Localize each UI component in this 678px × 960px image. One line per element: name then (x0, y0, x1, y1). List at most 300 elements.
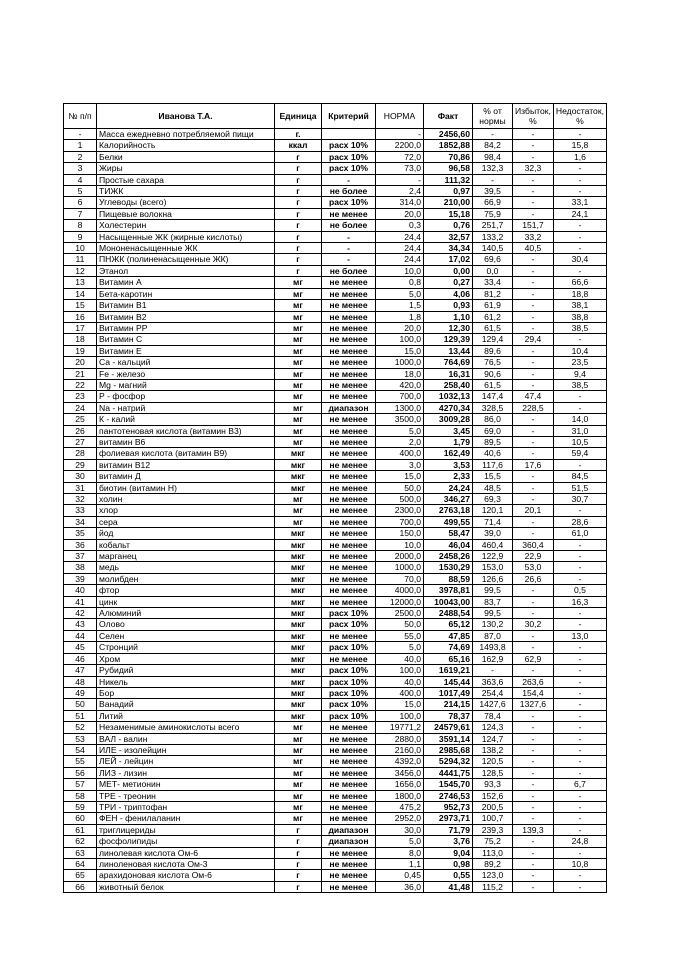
table-row (64, 676, 607, 687)
row-norm: 55,0 (376, 630, 424, 641)
row-criterion: не менее (322, 414, 376, 425)
row-fact: 41,48 (424, 881, 473, 892)
row-excess: - (513, 608, 554, 619)
row-criterion: не менее (322, 357, 376, 368)
header-criterion: Критерий (322, 104, 376, 129)
header-excess: Избыток, % (513, 104, 554, 129)
row-fact: 3,53 (424, 459, 473, 470)
row-excess: - (513, 870, 554, 881)
row-excess: 20,1 (513, 505, 554, 516)
row-pct-norm: 130,2 (473, 619, 513, 630)
table-row (64, 551, 607, 562)
row-norm: 20,0 (376, 322, 424, 333)
row-norm: 8,0 (376, 847, 424, 858)
row-fact: 499,55 (424, 516, 473, 527)
row-criterion: не менее (322, 630, 376, 641)
row-norm: 40,0 (376, 653, 424, 664)
row-unit: мкг (275, 630, 322, 641)
row-num: 9 (64, 231, 97, 242)
row-num: 57 (64, 779, 97, 790)
row-num: 16 (64, 311, 97, 322)
row-norm: 24,4 (376, 231, 424, 242)
row-excess: 62,9 (513, 653, 554, 664)
table-row (64, 733, 607, 744)
row-fact: 24579,61 (424, 722, 473, 733)
row-norm: 5,0 (376, 425, 424, 436)
row-unit: мг (275, 425, 322, 436)
row-pct-norm: 99,5 (473, 608, 513, 619)
row-num: 59 (64, 801, 97, 812)
row-fact: 1619,21 (424, 665, 473, 676)
row-fact: 952,73 (424, 801, 473, 812)
row-criterion: не менее (322, 300, 376, 311)
row-pct-norm: 48,5 (473, 482, 513, 493)
row-excess: - (513, 847, 554, 858)
row-name: К - калий (97, 414, 275, 425)
table-row (64, 836, 607, 847)
table-row (64, 585, 607, 596)
table-row (64, 756, 607, 767)
row-excess: - (513, 208, 554, 219)
row-fact: 111,32 (424, 174, 473, 185)
row-criterion: диапазон (322, 836, 376, 847)
table-row (64, 311, 607, 322)
row-num: 41 (64, 596, 97, 607)
row-criterion: не менее (322, 813, 376, 824)
row-unit: г (275, 824, 322, 835)
row-norm: 70,0 (376, 573, 424, 584)
row-num: - (64, 129, 97, 140)
row-pct-norm: 123,0 (473, 870, 513, 881)
table-row (64, 334, 607, 345)
row-name: витамин В12 (97, 459, 275, 470)
row-norm: 5,0 (376, 642, 424, 653)
row-pct-norm: 239,3 (473, 824, 513, 835)
row-norm: 18,0 (376, 368, 424, 379)
row-deficit: - (553, 665, 606, 676)
row-name: кобальт (97, 539, 275, 550)
row-criterion: не менее (322, 505, 376, 516)
row-pct-norm: 83,7 (473, 596, 513, 607)
row-unit: мг (275, 801, 322, 812)
table-row (64, 813, 607, 824)
row-pct-norm: 61,5 (473, 322, 513, 333)
table-row (64, 391, 607, 402)
row-name: Витамин Е (97, 345, 275, 356)
row-unit: мг (275, 414, 322, 425)
row-name: Хром (97, 653, 275, 664)
row-num: 10 (64, 243, 97, 254)
row-name: Литий (97, 710, 275, 721)
row-excess: - (513, 744, 554, 755)
row-excess: - (513, 140, 554, 151)
row-fact: 0,55 (424, 870, 473, 881)
row-name: Олово (97, 619, 275, 630)
table-row (64, 870, 607, 881)
row-fact: 13,44 (424, 345, 473, 356)
row-deficit: 15,8 (553, 140, 606, 151)
row-pct-norm: 122,9 (473, 551, 513, 562)
row-deficit: - (553, 790, 606, 801)
row-unit: мг (275, 322, 322, 333)
row-unit: мг (275, 790, 322, 801)
row-name: Насыщенные ЖК (жирные кислоты) (97, 231, 275, 242)
table-row (64, 619, 607, 630)
row-unit: мг (275, 368, 322, 379)
row-name: биотин (витамин Н) (97, 482, 275, 493)
table-row (64, 277, 607, 288)
row-pct-norm: 138,2 (473, 744, 513, 755)
row-criterion: не менее (322, 345, 376, 356)
row-excess: 139,3 (513, 824, 554, 835)
row-unit: ккал (275, 140, 322, 151)
row-deficit: 0,5 (553, 585, 606, 596)
row-deficit: 28,6 (553, 516, 606, 527)
row-fact: 32,57 (424, 231, 473, 242)
row-fact: 1,79 (424, 436, 473, 447)
row-deficit: - (553, 459, 606, 470)
row-norm: 15,0 (376, 699, 424, 710)
row-excess: - (513, 300, 554, 311)
row-fact: 0,27 (424, 277, 473, 288)
row-norm: 24,4 (376, 254, 424, 265)
row-criterion: не менее (322, 733, 376, 744)
row-pct-norm: 87,0 (473, 630, 513, 641)
row-name: Р - фосфор (97, 391, 275, 402)
row-pct-norm: - (473, 174, 513, 185)
table-row (64, 687, 607, 698)
row-deficit: - (553, 265, 606, 276)
row-excess: - (513, 836, 554, 847)
table-row (64, 801, 607, 812)
row-excess: 26,6 (513, 573, 554, 584)
table-row (64, 505, 607, 516)
row-name: Витамин РР (97, 322, 275, 333)
header-unit: Единица (275, 104, 322, 129)
row-pct-norm: 0,0 (473, 265, 513, 276)
row-num: 15 (64, 300, 97, 311)
row-norm: 400,0 (376, 687, 424, 698)
row-criterion: расх 10% (322, 619, 376, 630)
row-excess: - (513, 379, 554, 390)
row-deficit: - (553, 619, 606, 630)
row-name: Mg - магний (97, 379, 275, 390)
header-fact: Факт (424, 104, 473, 129)
row-unit: мг (275, 494, 322, 505)
row-norm: 3,0 (376, 459, 424, 470)
row-criterion: не менее (322, 482, 376, 493)
row-excess: - (513, 790, 554, 801)
row-num: 29 (64, 459, 97, 470)
row-deficit: 13,0 (553, 630, 606, 641)
row-deficit: 38,5 (553, 322, 606, 333)
header-name: Иванова Т.А. (97, 104, 275, 129)
row-unit: г (275, 881, 322, 892)
row-excess: - (513, 722, 554, 733)
row-criterion: не менее (322, 436, 376, 447)
row-unit: мг (275, 345, 322, 356)
row-norm: 5,0 (376, 836, 424, 847)
row-excess: 151,7 (513, 220, 554, 231)
row-norm: 1,8 (376, 311, 424, 322)
table-row (64, 653, 607, 664)
row-criterion: - (322, 174, 376, 185)
row-criterion: расх 10% (322, 699, 376, 710)
row-excess: 154,4 (513, 687, 554, 698)
row-pct-norm: 140,5 (473, 243, 513, 254)
row-norm: 0,8 (376, 277, 424, 288)
row-excess: - (513, 174, 554, 185)
row-norm: 1000,0 (376, 357, 424, 368)
row-excess: - (513, 311, 554, 322)
row-excess: - (513, 265, 554, 276)
row-unit: мкг (275, 448, 322, 459)
row-num: 32 (64, 494, 97, 505)
row-deficit: - (553, 710, 606, 721)
row-criterion: расх 10% (322, 151, 376, 162)
row-norm: 19771,2 (376, 722, 424, 733)
row-norm: 50,0 (376, 482, 424, 493)
row-criterion: не менее (322, 425, 376, 436)
table-row (64, 482, 607, 493)
row-criterion: расх 10% (322, 163, 376, 174)
row-fact: 88,59 (424, 573, 473, 584)
row-unit: мг (275, 516, 322, 527)
row-num: 62 (64, 836, 97, 847)
row-criterion: не менее (322, 596, 376, 607)
row-deficit: - (553, 562, 606, 573)
row-criterion: не менее (322, 881, 376, 892)
row-deficit: - (553, 573, 606, 584)
row-unit: г (275, 174, 322, 185)
row-fact: 65,12 (424, 619, 473, 630)
row-name: Селен (97, 630, 275, 641)
row-deficit: - (553, 163, 606, 174)
row-num: 53 (64, 733, 97, 744)
row-pct-norm: 69,0 (473, 425, 513, 436)
row-norm: 2,0 (376, 436, 424, 447)
row-num: 24 (64, 402, 97, 413)
row-name: линоленовая кислота Ом-3 (97, 859, 275, 870)
row-pct-norm: 86,0 (473, 414, 513, 425)
row-norm: 36,0 (376, 881, 424, 892)
table-row (64, 722, 607, 733)
table-row (64, 471, 607, 482)
row-excess: - (513, 585, 554, 596)
row-criterion: не менее (322, 379, 376, 390)
row-name: Рубидий (97, 665, 275, 676)
row-deficit: - (553, 220, 606, 231)
row-excess: - (513, 129, 554, 140)
row-norm: 3500,0 (376, 414, 424, 425)
row-deficit: - (553, 539, 606, 550)
row-deficit: 51,5 (553, 482, 606, 493)
table-row (64, 129, 607, 140)
row-norm: 4000,0 (376, 585, 424, 596)
row-pct-norm: 39,5 (473, 186, 513, 197)
row-name: Жиры (97, 163, 275, 174)
row-pct-norm: 33,4 (473, 277, 513, 288)
row-num: 22 (64, 379, 97, 390)
row-pct-norm: 126,6 (473, 573, 513, 584)
nutrition-table (63, 103, 607, 893)
row-name: арахидоновая кислота Ом-6 (97, 870, 275, 881)
table-row (64, 642, 607, 653)
row-excess: - (513, 288, 554, 299)
row-unit: г (275, 208, 322, 219)
table-row (64, 608, 607, 619)
row-norm: 10,0 (376, 539, 424, 550)
row-name: Витамин В2 (97, 311, 275, 322)
row-norm: 1,5 (376, 300, 424, 311)
row-pct-norm: 90,6 (473, 368, 513, 379)
row-pct-norm: 93,3 (473, 779, 513, 790)
row-criterion: - (322, 254, 376, 265)
table-row (64, 402, 607, 413)
row-num: 35 (64, 528, 97, 539)
row-name: сера (97, 516, 275, 527)
table-row (64, 767, 607, 778)
row-name: Алюминий (97, 608, 275, 619)
row-num: 51 (64, 710, 97, 721)
row-fact: 1852,88 (424, 140, 473, 151)
row-unit: мкг (275, 585, 322, 596)
row-norm: 1800,0 (376, 790, 424, 801)
row-name: фосфолипиды (97, 836, 275, 847)
row-name: Мононенасыщенные ЖК (97, 243, 275, 254)
row-excess: - (513, 494, 554, 505)
row-excess: 263,6 (513, 676, 554, 687)
row-unit: мг (275, 288, 322, 299)
row-num: 25 (64, 414, 97, 425)
header-norm: НОРМА (376, 104, 424, 129)
table-row (64, 197, 607, 208)
row-fact: 1530,29 (424, 562, 473, 573)
row-num: 46 (64, 653, 97, 664)
row-unit: мг (275, 767, 322, 778)
row-num: 18 (64, 334, 97, 345)
row-excess: - (513, 881, 554, 892)
row-name: Ванадий (97, 699, 275, 710)
row-num: 44 (64, 630, 97, 641)
row-fact: 2488,54 (424, 608, 473, 619)
table-row (64, 847, 607, 858)
row-deficit: 1,6 (553, 151, 606, 162)
row-norm: - (376, 174, 424, 185)
row-excess: - (513, 186, 554, 197)
row-unit: мкг (275, 642, 322, 653)
row-deficit: - (553, 824, 606, 835)
row-norm: 4392,0 (376, 756, 424, 767)
table-row (64, 790, 607, 801)
row-norm: 50,0 (376, 619, 424, 630)
row-fact: 47,85 (424, 630, 473, 641)
row-pct-norm: 75,9 (473, 208, 513, 219)
row-norm: 1000,0 (376, 562, 424, 573)
row-norm: 420,0 (376, 379, 424, 390)
row-name: цинк (97, 596, 275, 607)
row-pct-norm: 100,7 (473, 813, 513, 824)
row-excess: - (513, 482, 554, 493)
row-excess: - (513, 277, 554, 288)
row-norm: 2,4 (376, 186, 424, 197)
row-fact: 0,98 (424, 859, 473, 870)
row-name: Бета-каротин (97, 288, 275, 299)
row-deficit: 66,6 (553, 277, 606, 288)
row-criterion: не менее (322, 311, 376, 322)
row-unit: мкг (275, 482, 322, 493)
header-deficit: Недостаток, % (553, 104, 606, 129)
row-pct-norm: 40,6 (473, 448, 513, 459)
row-fact: 145,44 (424, 676, 473, 687)
row-criterion: не менее (322, 539, 376, 550)
row-excess: - (513, 197, 554, 208)
table-row (64, 254, 607, 265)
row-fact: 162,49 (424, 448, 473, 459)
row-name: Стронций (97, 642, 275, 653)
row-criterion: не менее (322, 459, 376, 470)
row-deficit: - (553, 847, 606, 858)
row-norm: 700,0 (376, 516, 424, 527)
row-excess: - (513, 859, 554, 870)
table-row (64, 562, 607, 573)
row-name: Калорийность (97, 140, 275, 151)
row-pct-norm: 98,4 (473, 151, 513, 162)
row-deficit: - (553, 391, 606, 402)
row-unit: г (275, 186, 322, 197)
row-name: ТРЕ - треонин (97, 790, 275, 801)
row-fact: 78,37 (424, 710, 473, 721)
row-fact: 4,06 (424, 288, 473, 299)
row-pct-norm: 117,6 (473, 459, 513, 470)
row-pct-norm: 328,5 (473, 402, 513, 413)
row-pct-norm: 66,9 (473, 197, 513, 208)
row-excess: - (513, 425, 554, 436)
row-excess: - (513, 596, 554, 607)
row-unit: г (275, 254, 322, 265)
row-criterion: не менее (322, 334, 376, 345)
row-unit: мг (275, 779, 322, 790)
row-criterion: - (322, 231, 376, 242)
row-deficit: 24,8 (553, 836, 606, 847)
row-fact: 0,76 (424, 220, 473, 231)
row-fact: 46,04 (424, 539, 473, 550)
row-excess: - (513, 357, 554, 368)
row-norm: 700,0 (376, 391, 424, 402)
row-num: 45 (64, 642, 97, 653)
row-unit: мкг (275, 699, 322, 710)
row-deficit: - (553, 402, 606, 413)
table-row (64, 494, 607, 505)
row-pct-norm: 69,3 (473, 494, 513, 505)
row-deficit: 14,0 (553, 414, 606, 425)
row-fact: 0,00 (424, 265, 473, 276)
table-row (64, 140, 607, 151)
row-deficit: 38,8 (553, 311, 606, 322)
row-name: витамин В6 (97, 436, 275, 447)
row-pct-norm: 39,0 (473, 528, 513, 539)
row-fact: 3591,14 (424, 733, 473, 744)
row-name: ИЛЕ - изолейцин (97, 744, 275, 755)
row-pct-norm: 78,4 (473, 710, 513, 721)
row-criterion: не менее (322, 368, 376, 379)
row-criterion: не менее (322, 516, 376, 527)
row-criterion: не менее (322, 471, 376, 482)
row-criterion: не более (322, 186, 376, 197)
row-name: фтор (97, 585, 275, 596)
row-fact: 24,24 (424, 482, 473, 493)
table-row (64, 539, 607, 550)
